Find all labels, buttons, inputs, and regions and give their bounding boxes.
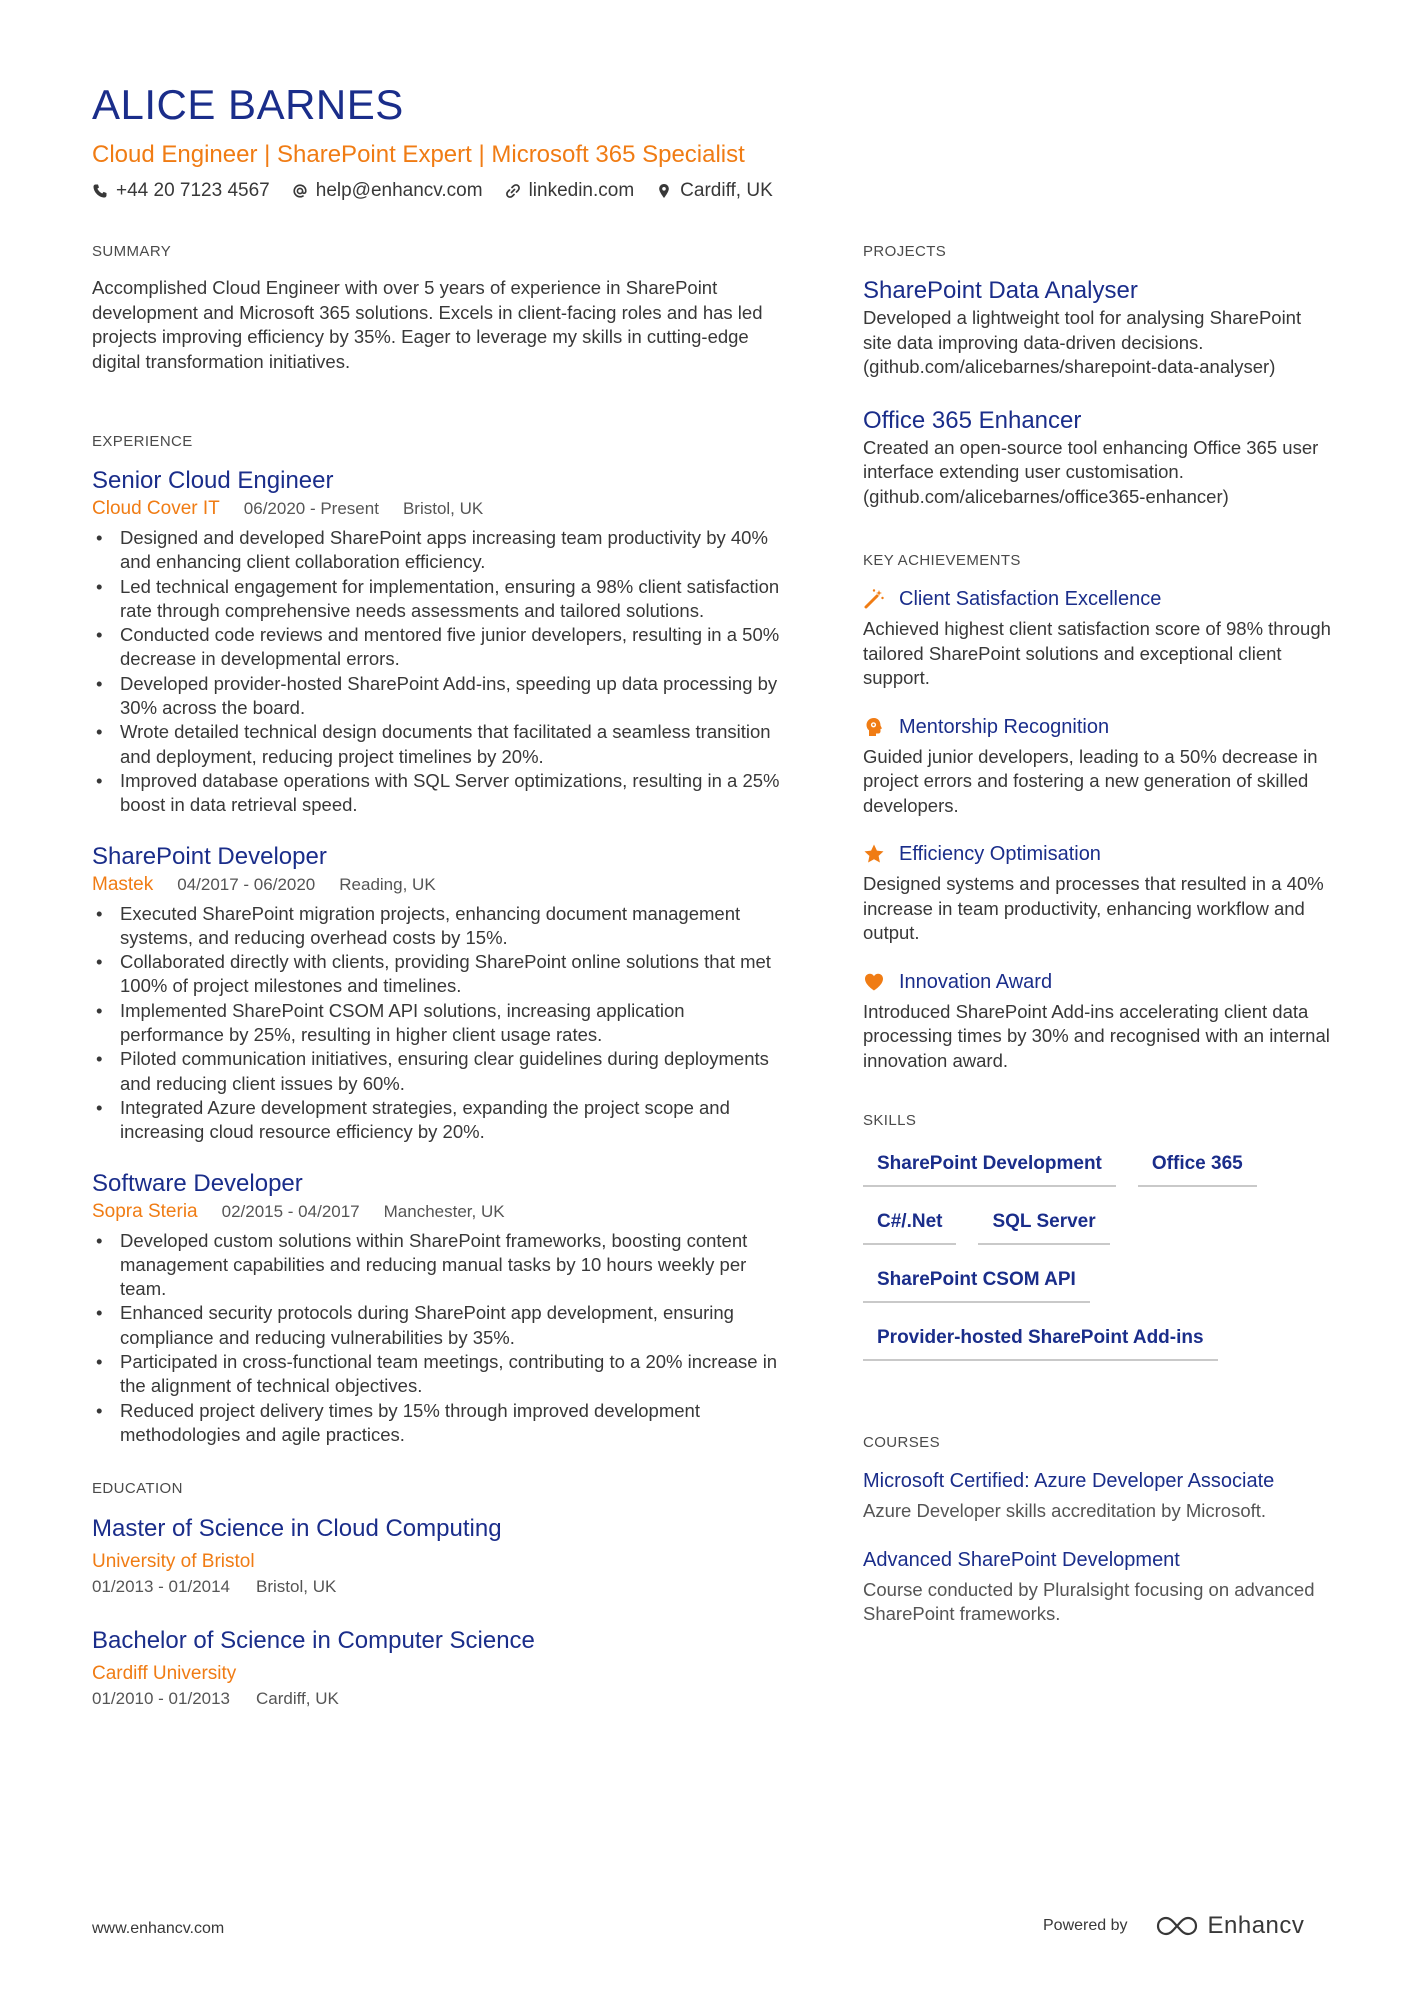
brain-head-icon bbox=[863, 716, 885, 738]
skill-tag: C#/.Net bbox=[863, 1203, 956, 1245]
location-pin-icon bbox=[656, 183, 672, 199]
education-section bbox=[92, 1479, 792, 1711]
right-column bbox=[863, 242, 1333, 1649]
phone-icon bbox=[92, 183, 108, 199]
candidate-name: ALICE BARNES bbox=[92, 81, 404, 128]
project-title: Office 365 Enhancer bbox=[863, 406, 1082, 434]
course-title: Advanced SharePoint Development bbox=[863, 1548, 1180, 1571]
enhancv-logo-icon bbox=[1154, 1914, 1200, 1938]
phone-text: +44 20 7123 4567 bbox=[116, 180, 270, 201]
bullet-item: • Participated in cross-functional team meetings, contributing to a 20% increase in the alignment of technical objectives. bbox=[92, 1350, 792, 1399]
degree-title: Master of Science in Cloud Computing bbox=[92, 1515, 502, 1543]
section-title-summary: SUMMARY bbox=[92, 243, 172, 260]
bullet-item: • Reduced project delivery times by 15% through improved development methodologies and agile practices. bbox=[92, 1399, 792, 1448]
section-title-experience: EXPERIENCE bbox=[92, 433, 193, 450]
bullet-item: • Designed and developed SharePoint apps increasing team productivity by 40% and enhancing client collaboration efficiency. bbox=[92, 526, 792, 575]
location-text: Cardiff, UK bbox=[680, 180, 773, 201]
bullet-item: • Developed provider-hosted SharePoint Add-ins, speeding up data processing by 30% across the board. bbox=[92, 672, 792, 721]
link-icon bbox=[505, 183, 521, 199]
achievement-description: Achieved highest client satisfaction score of 98% through tailored SharePoint solutions and exceptional client support. bbox=[863, 618, 1331, 688]
section-title-education: EDUCATION bbox=[92, 1480, 183, 1498]
skill-tag: SharePoint Development bbox=[863, 1145, 1116, 1187]
course-entry bbox=[863, 1546, 1333, 1627]
company-name: Mastek bbox=[92, 873, 154, 895]
education-location: Cardiff, UK bbox=[256, 1689, 339, 1709]
skill-tag: SharePoint CSOM API bbox=[863, 1261, 1090, 1303]
project-description: Developed a lightweight tool for analysing SharePoint site data improving data-driven decisions. (github.com/alicebarnes/sharepoint-data-analyser) bbox=[863, 307, 1302, 377]
course-title: Microsoft Certified: Azure Developer Associate bbox=[863, 1470, 1275, 1492]
education-entry bbox=[92, 1513, 792, 1599]
skill-tag: Office 365 bbox=[1138, 1145, 1257, 1187]
achievement-entry bbox=[863, 713, 1333, 819]
bullet-item: • Led technical engagement for implementation, ensuring a 98% client satisfaction rate through comprehensive needs assessments and tailored solutions. bbox=[92, 575, 792, 624]
job-meta bbox=[92, 872, 792, 898]
achievement-entry bbox=[863, 968, 1333, 1074]
school-name: University of Bristol bbox=[92, 1551, 255, 1573]
heart-icon bbox=[863, 971, 885, 993]
skill-row bbox=[863, 1319, 1333, 1361]
skill-rows bbox=[863, 1145, 1333, 1361]
job-bullets bbox=[92, 902, 792, 1145]
project-entry bbox=[863, 406, 1333, 510]
job-dates: 06/2020 - Present bbox=[243, 499, 379, 518]
job-location: Reading, UK bbox=[339, 874, 436, 894]
job-dates: 04/2017 - 06/2020 bbox=[177, 874, 316, 894]
section-title-courses: COURSES bbox=[863, 1434, 940, 1451]
footer-branding bbox=[1043, 1912, 1304, 1940]
contact-phone bbox=[92, 178, 270, 204]
at-icon bbox=[292, 183, 308, 199]
skill-tag: SQL Server bbox=[978, 1203, 1109, 1245]
projects-section bbox=[863, 242, 1333, 509]
achievement-title: Client Satisfaction Excellence bbox=[899, 588, 1162, 610]
bullet-item: • Wrote detailed technical design documents that facilitated a seamless transition and deployment, reducing project timelines by 20%. bbox=[92, 720, 792, 769]
linkedin-text: linkedin.com bbox=[528, 180, 635, 201]
job-title: Software Developer bbox=[92, 1169, 303, 1197]
bullet-item: • Executed SharePoint migration projects, enhancing document management systems, and reducing overhead costs by 15%. bbox=[92, 902, 792, 951]
section-title-projects: PROJECTS bbox=[863, 243, 947, 260]
bullet-item: • Piloted communication initiatives, ensuring clear guidelines during deployments and reducing client issues by 60%. bbox=[92, 1047, 792, 1096]
achievement-title: Mentorship Recognition bbox=[899, 715, 1110, 738]
star-icon bbox=[863, 843, 885, 865]
achievement-description: Designed systems and processes that resulted in a 40% increase in team productivity, enhancing workflow and output. bbox=[863, 873, 1324, 943]
bullet-item: • Integrated Azure development strategies, expanding the project scope and increasing cloud resource efficiency by 20%. bbox=[92, 1096, 792, 1145]
job-entry bbox=[92, 1169, 792, 1448]
company-name: Sopra Steria bbox=[92, 1200, 198, 1222]
bullet-item: • Implemented SharePoint CSOM API solutions, increasing application performance by 25%, resulting in higher client usage rates. bbox=[92, 999, 792, 1048]
job-entry bbox=[92, 466, 792, 818]
job-bullets bbox=[92, 526, 792, 818]
company-name: Cloud Cover IT bbox=[92, 498, 220, 519]
achievement-description: Introduced SharePoint Add-ins accelerating client data processing times by 30% and recognised with an internal innovation award. bbox=[863, 1000, 1330, 1071]
course-entry bbox=[863, 1467, 1333, 1524]
contact-row bbox=[92, 178, 1322, 204]
education-meta bbox=[92, 1575, 792, 1599]
courses-section bbox=[863, 1433, 1333, 1627]
project-title: SharePoint Data Analyser bbox=[863, 277, 1138, 304]
course-description: Course conducted by Pluralsight focusing on advanced SharePoint frameworks. bbox=[863, 1578, 1315, 1624]
achievement-title: Innovation Award bbox=[899, 970, 1053, 993]
experience-section bbox=[92, 432, 792, 1447]
skill-tag: Provider-hosted SharePoint Add-ins bbox=[863, 1319, 1218, 1361]
left-column bbox=[92, 242, 792, 1737]
skill-row bbox=[863, 1145, 1333, 1187]
achievement-description: Guided junior developers, leading to a 50% decrease in project errors and fostering a new generation of skilled developers. bbox=[863, 745, 1318, 816]
job-bullets bbox=[92, 1229, 792, 1448]
section-title-achievements: KEY ACHIEVEMENTS bbox=[863, 552, 1021, 569]
achievement-entry bbox=[863, 840, 1333, 946]
footer-website[interactable]: www.enhancv.com bbox=[92, 1920, 225, 1937]
education-location: Bristol, UK bbox=[256, 1577, 337, 1597]
job-meta bbox=[92, 1199, 792, 1225]
job-location: Bristol, UK bbox=[402, 499, 484, 518]
bullet-item: • Developed custom solutions within SharePoint frameworks, boosting content management capabilities and reducing manual tasks by 10 hours weekly per team. bbox=[92, 1229, 792, 1302]
job-title: SharePoint Developer bbox=[92, 842, 327, 870]
job-location: Manchester, UK bbox=[383, 1201, 505, 1221]
summary-section bbox=[92, 242, 792, 374]
powered-by-text: Powered by bbox=[1043, 1917, 1128, 1934]
degree-title: Bachelor of Science in Computer Science bbox=[92, 1627, 535, 1655]
summary-text: Accomplished Cloud Engineer with over 5 years of experience in SharePoint development and Microsoft 365 solutions. Excels in client-facing roles and has led projects improving efficiency by 35%. Eager to leverage my skills in cutting-edge digital transformation initiatives. bbox=[92, 277, 763, 372]
skill-row bbox=[863, 1261, 1333, 1303]
education-dates: 01/2010 - 01/2013 bbox=[92, 1689, 231, 1709]
job-entry bbox=[92, 842, 792, 1145]
skill-row bbox=[863, 1203, 1333, 1245]
achievement-entry bbox=[863, 585, 1333, 691]
project-description: Created an open-source tool enhancing Office 365 user interface extending user customisation. (github.com/alicebarnes/office365-enhancer) bbox=[863, 436, 1319, 507]
contact-linkedin[interactable] bbox=[505, 178, 635, 204]
bullet-item: • Conducted code reviews and mentored five junior developers, resulting in a 50% decrease in developmental errors. bbox=[92, 623, 792, 672]
achievement-header bbox=[863, 968, 1333, 996]
education-entry bbox=[92, 1625, 792, 1711]
bullet-item: • Collaborated directly with clients, providing SharePoint online solutions that met 100% of project milestones and timelines. bbox=[92, 950, 792, 999]
achievement-header bbox=[863, 585, 1333, 613]
achievement-header bbox=[863, 840, 1333, 868]
education-meta bbox=[92, 1687, 792, 1711]
bullet-item: • Enhanced security protocols during SharePoint app development, ensuring compliance and reducing vulnerabilities by 35%. bbox=[92, 1301, 792, 1350]
enhancv-logo[interactable] bbox=[1154, 1912, 1305, 1940]
education-dates: 01/2013 - 01/2014 bbox=[92, 1577, 231, 1597]
email-text: help@enhancv.com bbox=[315, 180, 483, 201]
achievement-header bbox=[863, 713, 1333, 741]
magic-wand-icon bbox=[863, 588, 885, 610]
brand-name: Enhancv bbox=[1207, 1912, 1305, 1939]
school-name: Cardiff University bbox=[92, 1663, 237, 1685]
achievement-title: Efficiency Optimisation bbox=[899, 843, 1101, 865]
section-title-skills: SKILLS bbox=[863, 1112, 917, 1129]
contact-email[interactable] bbox=[292, 178, 483, 204]
course-description: Azure Developer skills accreditation by Microsoft. bbox=[863, 1500, 1267, 1521]
candidate-subtitle: Cloud Engineer | SharePoint Expert | Microsoft 365 Specialist bbox=[92, 141, 745, 168]
job-title: Senior Cloud Engineer bbox=[92, 467, 334, 494]
resume-header bbox=[92, 80, 1322, 204]
contact-location bbox=[656, 178, 773, 204]
bullet-item: • Improved database operations with SQL Server optimizations, resulting in a 25% boost in data retrieval speed. bbox=[92, 769, 792, 818]
job-dates: 02/2015 - 04/2017 bbox=[221, 1201, 360, 1221]
job-meta bbox=[92, 496, 792, 522]
achievements-section bbox=[863, 551, 1333, 1073]
project-entry bbox=[863, 276, 1333, 380]
skills-section bbox=[863, 1111, 1333, 1361]
